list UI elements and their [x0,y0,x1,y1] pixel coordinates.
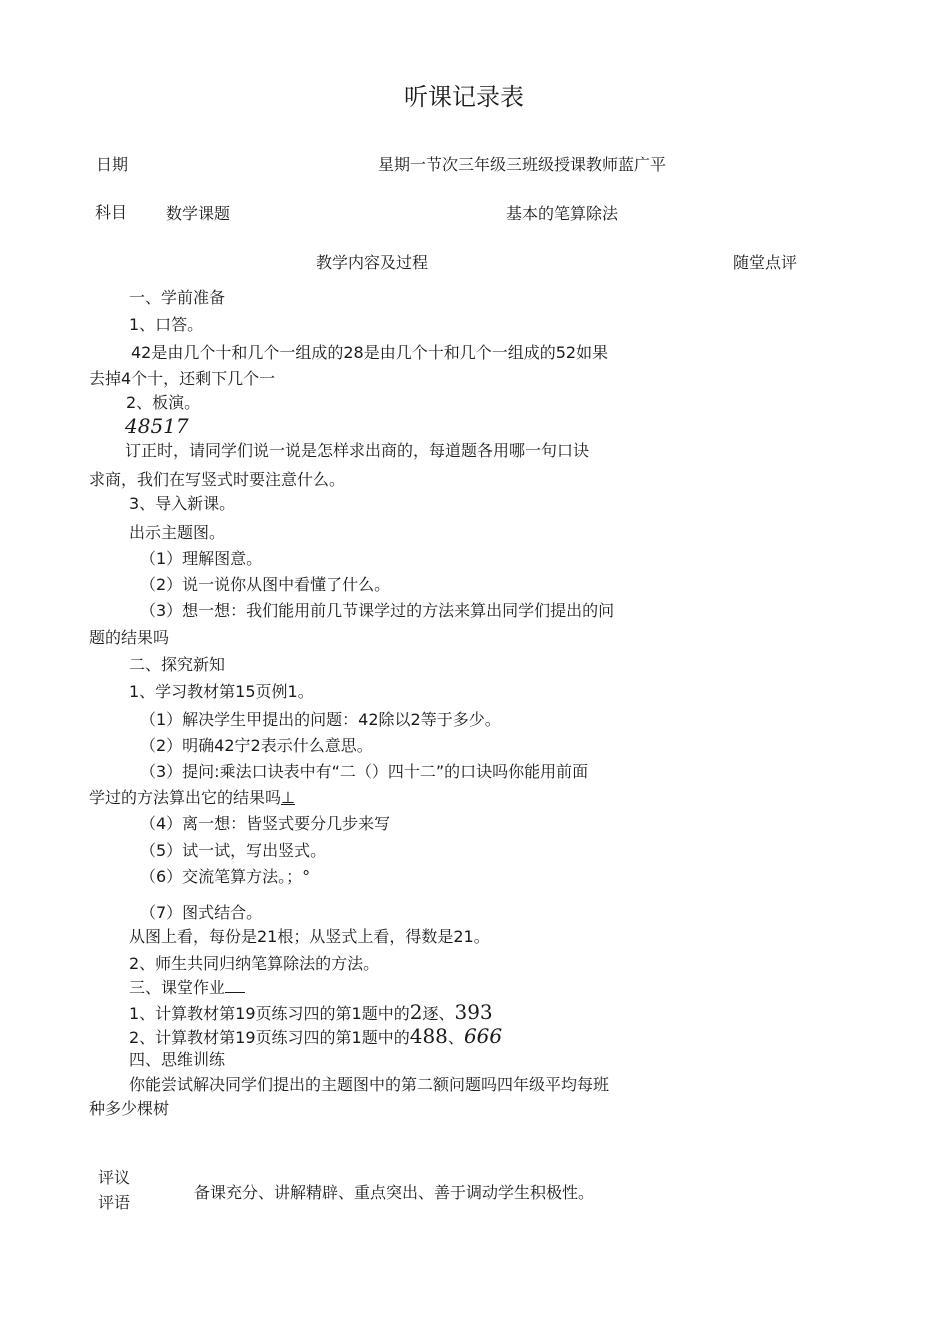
subject-label: 科目 [95,203,128,222]
homework-1-number-b: 393 [454,1000,493,1024]
show-picture: 出示主题图。 [129,523,226,542]
item-board-demo: 2、板演。 [126,393,201,412]
question-3-line-2: 题的结果吗 [89,628,170,647]
example-1-heading: 1、学习教材第15页例1。 [129,682,314,701]
homework-1-sep: 逐、 [422,1004,455,1023]
question-2: （2）说一说你从图中看懂了什么。 [140,575,391,594]
item-new-lesson: 3、导入新课。 [129,494,236,513]
example-step-6: （6）交流笔算方法。；° [140,867,311,886]
paragraph-2-line-1: 订正时，请同学们说一说是怎样求出商的，每道题各用哪一句口诀 [125,441,590,460]
question-3-line-1: （3）想一想：我们能用前几节课学过的方法来算出同学们提出的问 [140,601,615,620]
evaluation-label-1: 评议 [98,1168,131,1187]
paragraph-1-line-2: 去掉4个十，还剩下几个一 [89,369,276,388]
homework-2-number-a: 488 [409,1024,448,1048]
lesson-topic: 基本的笔算除法 [506,204,619,223]
subject-value: 数学课题 [166,204,231,223]
stray-mark: ⊥ [281,788,295,807]
example-step-3-line-1: （3）提问:乘法口诀表中有“二（）四十二”的口诀吗你能用前面 [140,762,589,781]
summary-method: 2、师生共同归纳笔算除法的方法。 [129,954,380,973]
example-step-4: （4）离一想：皆竖式要分几步来写 [140,814,391,833]
homework-2-number-b: 666 [463,1024,503,1048]
section-4-heading: 四、思维训练 [129,1050,226,1069]
comment-header: 随堂点评 [733,253,798,272]
paragraph-1-line-1: 42是由几个十和几个一组成的28是由几个十和几个一组成的52如果 [131,343,609,362]
homework-2-sep: 、 [447,1028,464,1047]
paragraph-4-line-1: 你能尝试解决同学们提出的主题图中的第二额问题吗四年级平均每班 [129,1075,610,1094]
page-title: 听课记录表 [404,83,524,111]
board-numbers: 48517 [125,414,189,438]
underline-blank [225,978,245,993]
example-step-5: （5）试一试，写出竖式。 [140,841,327,860]
example-step-7: （7）图式结合。 [140,903,263,922]
example-step-2: （2）明确42宁2表示什么意思。 [140,736,373,755]
paragraph-4-line-2: 种多少棵树 [89,1099,170,1118]
section-1-heading: 一、学前准备 [129,288,226,307]
section-2-heading: 二、探究新知 [129,655,226,674]
section-3-text: 三、课堂作业 [129,978,226,997]
homework-1-text: 1、计算教材第19页练习四的第1题中的 [129,1004,410,1023]
evaluation-label-2: 评语 [98,1193,131,1212]
class-info-line: 星期一节次三年级三班级授课教师蓝广平 [378,155,667,174]
homework-2 [129,1024,502,1050]
question-1: （1）理解图意。 [140,549,263,568]
example-conclusion: 从图上看，每份是21根；从竖式上看，得数是21。 [129,927,490,946]
example-step-3-line-2 [89,788,295,808]
homework-2-text: 2、计算教材第19页练习四的第1题中的 [129,1028,410,1047]
evaluation-comment: 备课充分、讲解精辟、重点突出、善于调动学生积极性。 [194,1183,595,1202]
example-step-3-text: 学过的方法算出它的结果吗 [89,788,282,807]
content-header: 教学内容及过程 [316,253,429,272]
item-oral-answer: 1、口答。 [129,315,204,334]
section-3-heading [129,978,245,998]
example-step-1: （1）解决学生甲提出的问题：42除以2等于多少。 [140,710,501,729]
paragraph-2-line-2: 求商，我们在写竖式时要注意什么。 [89,470,346,489]
date-label: 日期 [96,155,129,174]
homework-1 [129,1000,493,1026]
homework-1-number-a: 2 [409,1000,423,1024]
